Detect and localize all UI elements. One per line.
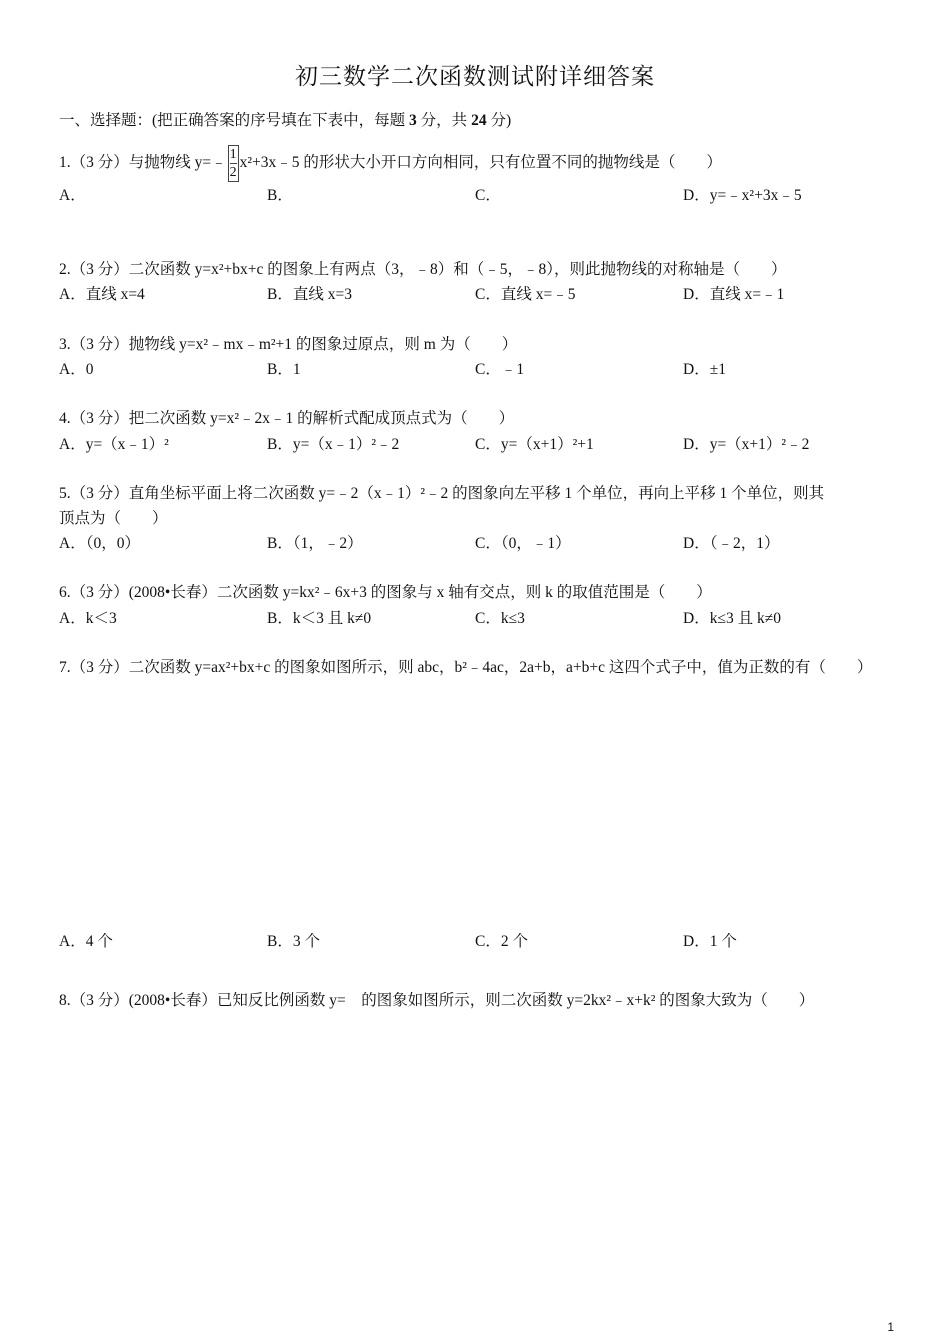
q1-option-c[interactable]: C． [475,187,501,204]
q1-options [59,186,891,206]
question-4: 4.（3 分）把二次函数 y=x²﹣2x﹣1 的解析式配成顶点式为（ ） [59,410,515,427]
q7-options [59,932,891,952]
q1-option-b[interactable]: B． [267,187,293,204]
question-7: 7.（3 分）二次函数 y=ax²+bx+c 的图象如图所示，则 abc，b²﹣4ac，2a+b，a+b+c 这四个式子中，值为正数的有（ ） [59,659,873,676]
q7-option-a[interactable]: A．4 个 [59,933,113,950]
q2-option-d[interactable]: D．直线 x=﹣1 [683,286,785,303]
q5-options [59,534,891,554]
q6-option-b[interactable]: B．k＜3 且 k≠0 [267,610,372,627]
section-prefix: 一、选择题：(把正确答案的序号填在下表中，每题 [59,112,406,129]
question-5-line-1: 5.（3 分）直角坐标平面上将二次函数 y=﹣2（x﹣1）²﹣2 的图象向左平移 1 个单位，再向上平移 1 个单位，则其 [59,485,825,502]
q1-option-d[interactable]: D．y=﹣x²+3x﹣5 [683,187,802,204]
question-5-line-2: 顶点为（ ） [59,510,168,527]
page-title: 初三数学二次函数测试附详细答案 [295,64,655,90]
section-mid: 分，共 [420,112,468,129]
q4-option-b[interactable]: B．y=（x﹣1）²﹣2 [267,436,400,453]
q5-option-d[interactable]: D．（﹣2，1） [683,535,780,552]
section-each-score: 3 [409,112,417,129]
q3-option-d[interactable]: D．±1 [683,361,726,378]
q7-option-c[interactable]: C．2 个 [475,933,528,950]
q1-text-pre: 1.（3 分）与抛物线 y=﹣ [59,154,227,172]
q3-option-a[interactable]: A．0 [59,361,94,378]
question-8: 8.（3 分）(2008•长春）已知反比例函数 y= 的图象如图所示，则二次函数 y=2kx²﹣x+k² 的图象大致为（ ） [59,992,815,1009]
q4-option-d[interactable]: D．y=（x+1）²﹣2 [683,436,810,453]
q5-option-c[interactable]: C．（0，﹣1） [475,535,571,552]
q3-option-c[interactable]: C．﹣1 [475,361,525,378]
q4-options [59,435,891,455]
section-heading [59,111,511,131]
q4-option-a[interactable]: A．y=（x﹣1）² [59,436,169,453]
q6-option-a[interactable]: A．k＜3 [59,610,117,627]
q2-options [59,285,891,305]
question-1 [59,145,722,182]
q2-option-c[interactable]: C．直线 x=﹣5 [475,286,576,303]
question-6: 6.（3 分）(2008•长春）二次函数 y=kx²﹣6x+3 的图象与 x 轴有交点，则 k 的取值范围是（ ） [59,584,712,601]
q6-option-c[interactable]: C．k≤3 [475,610,525,627]
q6-options [59,609,891,629]
q5-option-b[interactable]: B．（1，﹣2） [267,535,363,552]
q2-option-b[interactable]: B．直线 x=3 [267,286,352,303]
q3-options [59,360,891,380]
fraction-denominator: 2 [229,165,237,180]
q1-text-post: x²+3x﹣5 的形状大小开口方向相同，只有位置不同的抛物线是（ ） [239,154,722,172]
section-total-score: 24 [471,112,487,129]
q7-option-b[interactable]: B．3 个 [267,933,320,950]
q1-option-a[interactable]: A． [59,187,86,204]
q5-option-a[interactable]: A．（0，0） [59,535,140,552]
q6-option-d[interactable]: D．k≤3 且 k≠0 [683,610,781,627]
page-number: 1 [887,1320,894,1334]
fraction [228,145,239,182]
section-suffix: 分) [490,112,512,129]
question-2: 2.（3 分）二次函数 y=x²+bx+c 的图象上有两点（3，﹣8）和（﹣5，﹣8），则此抛物线的对称轴是（ ） [59,261,787,278]
fraction-numerator: 1 [229,147,237,162]
q2-option-a[interactable]: A．直线 x=4 [59,286,145,303]
question-3: 3.（3 分）抛物线 y=x²﹣mx﹣m²+1 的图象过原点，则 m 为（ ） [59,336,518,353]
q7-option-d[interactable]: D．1 个 [683,933,737,950]
q3-option-b[interactable]: B．1 [267,361,301,378]
q4-option-c[interactable]: C．y=（x+1）²+1 [475,436,594,453]
